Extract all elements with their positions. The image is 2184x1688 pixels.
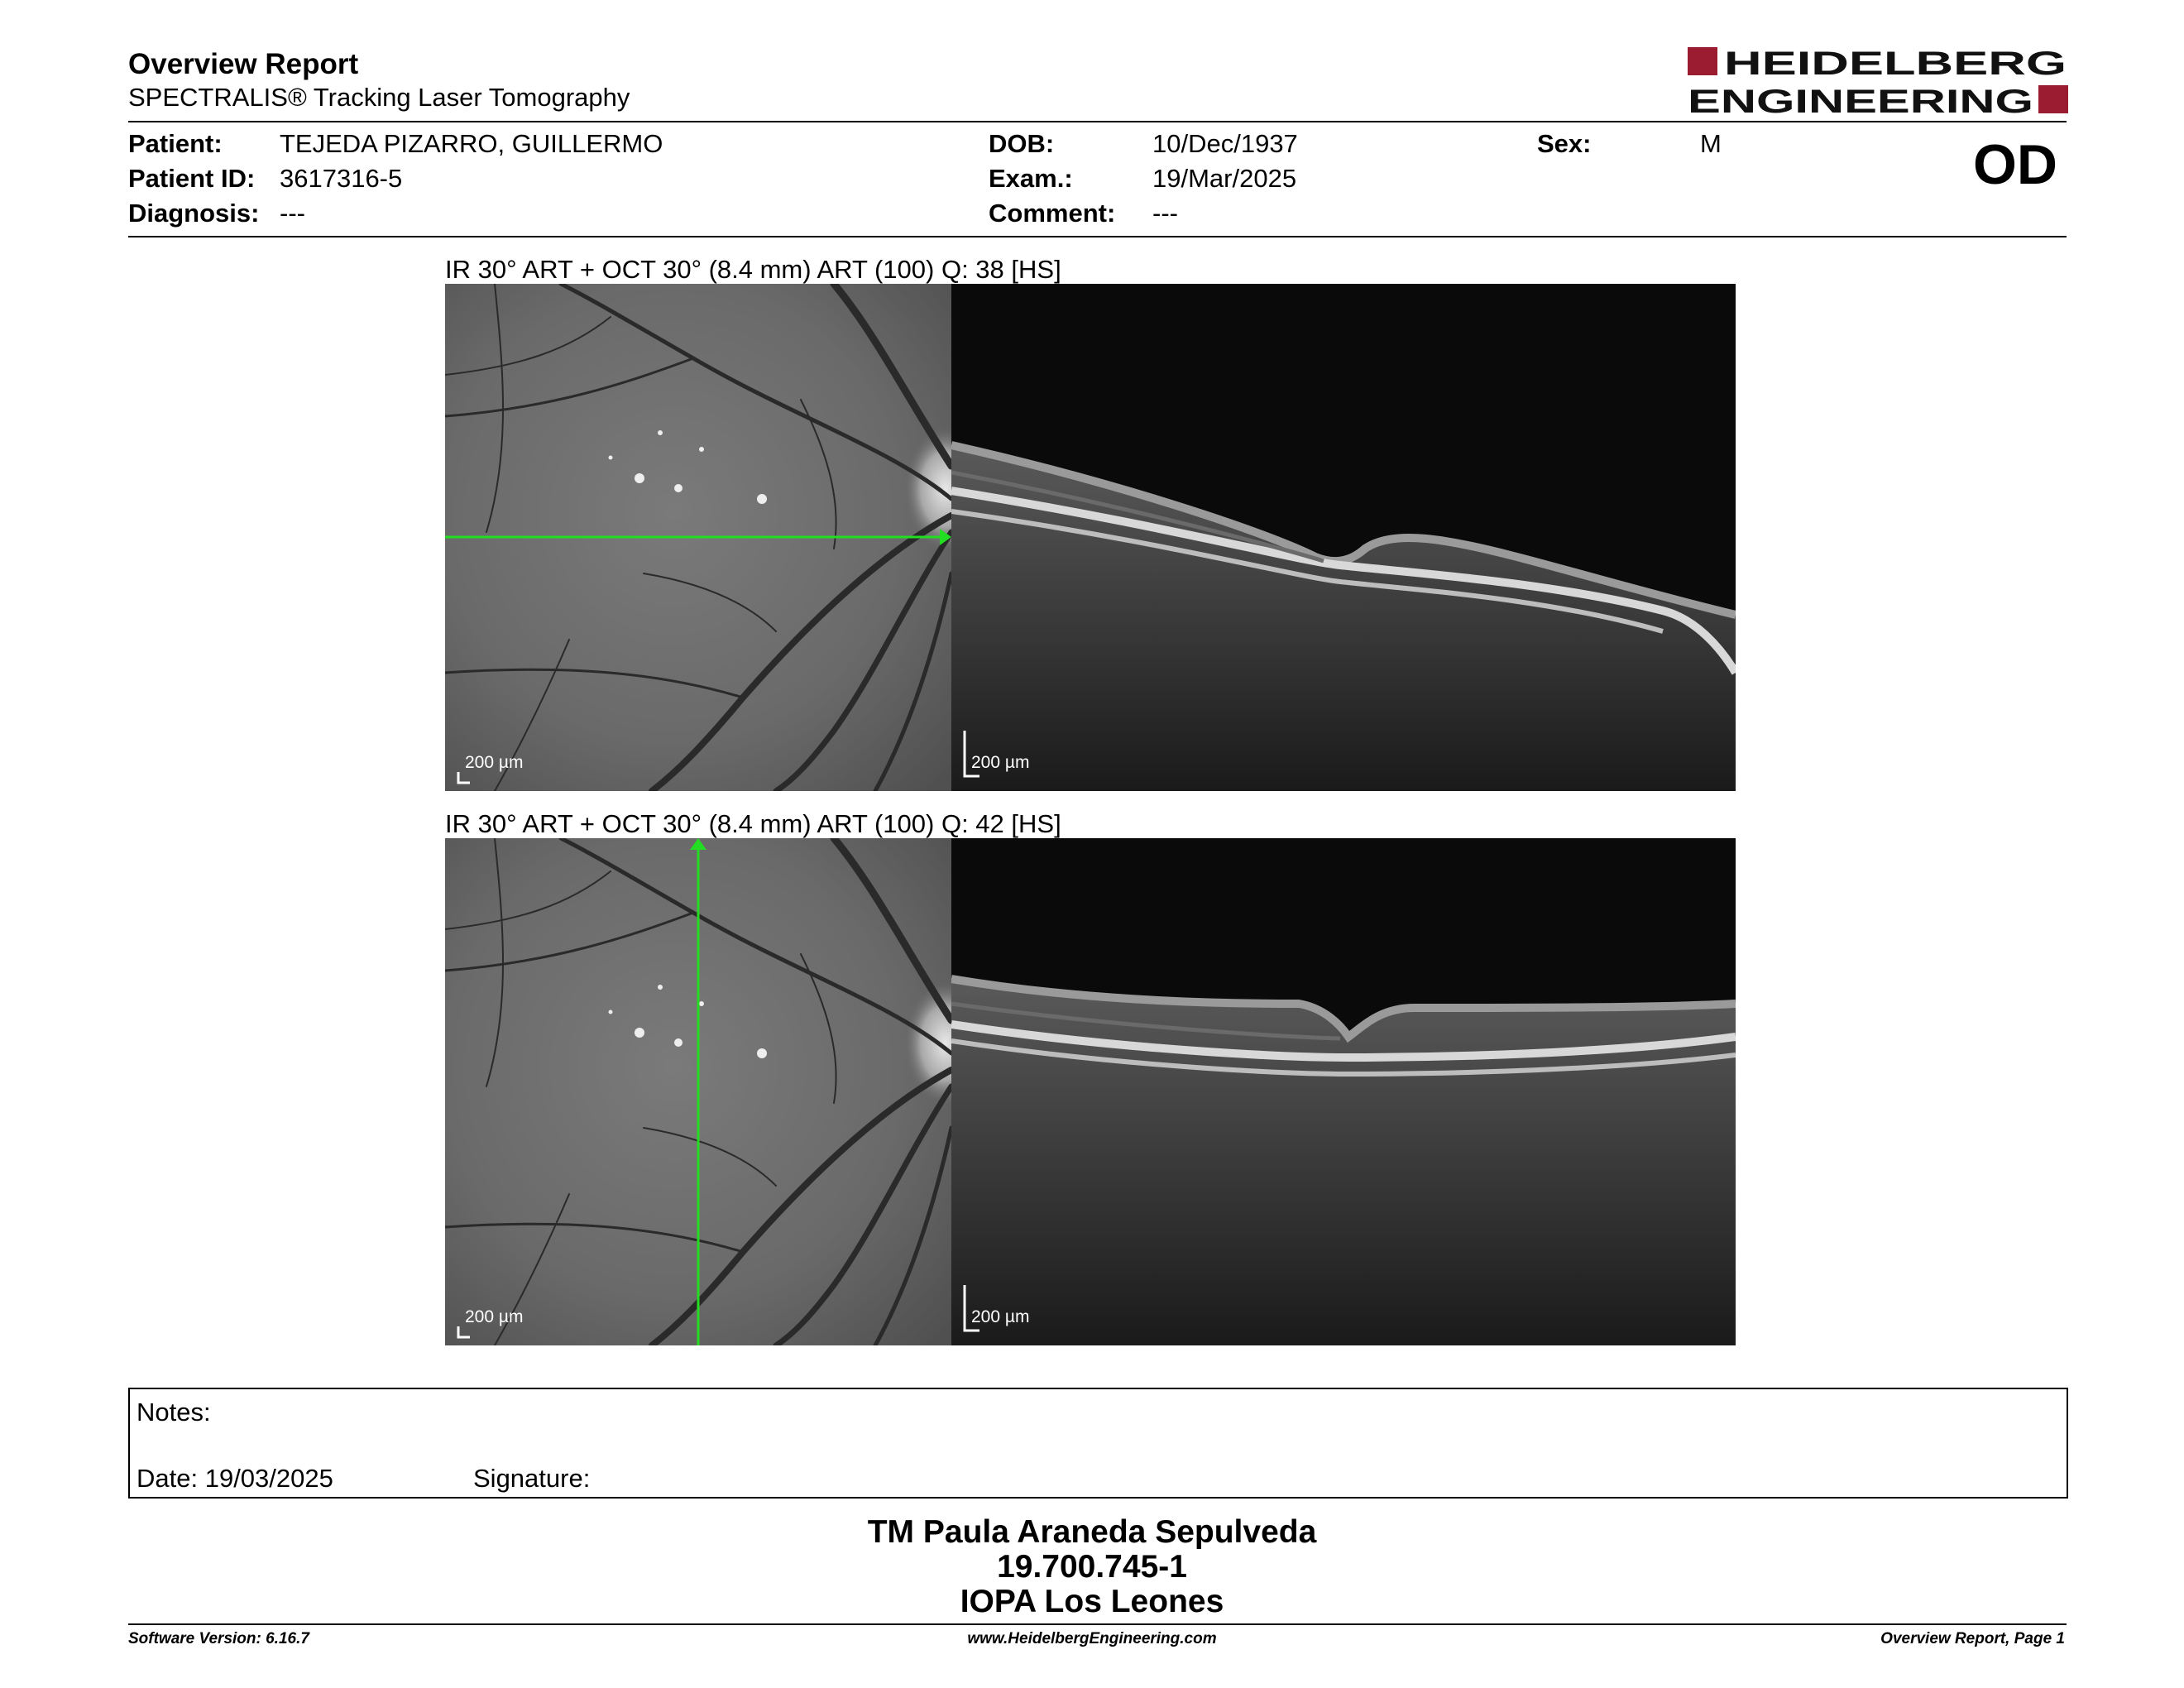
logo-line1: HEIDELBERG [1724, 46, 2067, 82]
sex-label: Sex: [1537, 129, 1592, 158]
signature-label: Signature: [473, 1464, 591, 1493]
patient-divider [128, 236, 2067, 237]
dob-label: DOB: [989, 129, 1055, 158]
scan1-oct-scale: 200 µm [971, 753, 1030, 772]
operator-name: TM Paula Araneda Sepulveda [867, 1514, 1317, 1550]
scan2-fundus-image[interactable] [445, 838, 951, 1345]
website-link[interactable]: www.HeidelbergEngineering.com [967, 1630, 1217, 1647]
scan2-fundus-scale: 200 µm [465, 1307, 524, 1326]
diagnosis-value: --- [280, 199, 305, 228]
heidelberg-logo [1688, 45, 2068, 116]
report-title: Overview Report [128, 48, 359, 80]
scan2-title: IR 30° ART + OCT 30° (8.4 mm) ART (100) Q: 42 [HS] [445, 809, 1061, 838]
logo-line2: ENGINEERING [1688, 84, 2033, 116]
scan1-fundus-scale: 200 µm [465, 753, 524, 772]
diagnosis-label: Diagnosis: [128, 199, 260, 228]
sex-value: M [1700, 129, 1722, 158]
eye-indicator: OD [1973, 133, 2057, 196]
operator-institution: IOPA Los Leones [960, 1584, 1224, 1619]
scan1-fundus-image[interactable] [445, 284, 951, 791]
scan1-oct-image[interactable] [951, 284, 1736, 791]
patient-label: Patient: [128, 129, 223, 158]
dob-value: 10/Dec/1937 [1152, 129, 1298, 158]
scan1-title: IR 30° ART + OCT 30° (8.4 mm) ART (100) Q: 38 [HS] [445, 255, 1061, 284]
operator-id: 19.700.745-1 [997, 1549, 1187, 1585]
footer-divider [128, 1623, 2067, 1625]
patient-name: TEJEDA PIZARRO, GUILLERMO [280, 129, 663, 158]
comment-value: --- [1152, 199, 1178, 228]
patient-id: 3617316-5 [280, 164, 403, 193]
scan2-oct-scale: 200 µm [971, 1307, 1030, 1326]
header-divider [128, 121, 2067, 122]
notes-date: Date: 19/03/2025 [136, 1464, 333, 1493]
report-subtitle: SPECTRALIS® Tracking Laser Tomography [128, 83, 630, 112]
exam-label: Exam.: [989, 164, 1073, 193]
scan2-oct-image[interactable] [951, 838, 1736, 1345]
page-number: Overview Report, Page 1 [1880, 1630, 2065, 1647]
patient-id-label: Patient ID: [128, 164, 256, 193]
notes-label: Notes: [136, 1398, 211, 1427]
exam-value: 19/Mar/2025 [1152, 164, 1297, 193]
notes-box [128, 1388, 2068, 1499]
software-version: Software Version: 6.16.7 [128, 1630, 309, 1647]
comment-label: Comment: [989, 199, 1116, 228]
